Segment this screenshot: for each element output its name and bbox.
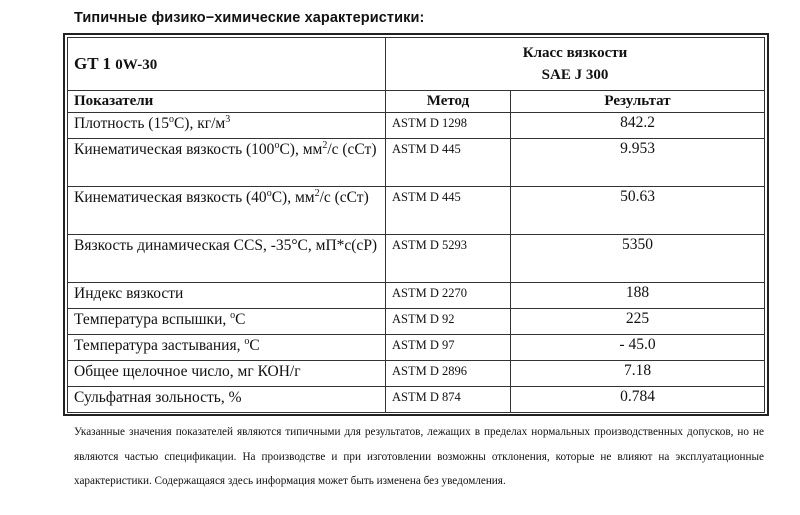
indicator-cell: Общее щелочное число, мг КОН/г [68, 361, 386, 387]
disclaimer-note: Указанные значения показателей являются типичными для результатов, лежащих в пределах нормальных производственных допусков, но не являются частью спецификации. На производстве и при изготовлении возможны отклонения, которые не влияют на эксплуатационные характеристики. Содержащаяся здесь информация может быть изменена без уведомления. [74, 426, 764, 487]
method-cell: ASTM D 445 [386, 187, 511, 235]
product-name-cell [68, 38, 386, 91]
table-row [68, 139, 765, 187]
result-cell: 50.63 [511, 187, 765, 235]
indicator-cell: Кинематическая вязкость (100$^o$C), $мм^2/с$ (сСт) [68, 139, 386, 187]
result-cell: 7.18 [511, 361, 765, 387]
table-row [68, 283, 765, 309]
method-cell: ASTM D 97 [386, 335, 511, 361]
spec-table-frame [63, 33, 769, 416]
table-header-row [68, 38, 765, 91]
method-cell: ASTM D 2896 [386, 361, 511, 387]
result-cell: 5350 [511, 235, 765, 283]
viscosity-class-cell [386, 38, 765, 91]
result-cell: 9.953 [511, 139, 765, 187]
result-cell: 0.784 [511, 387, 765, 413]
table-row [68, 187, 765, 235]
method-cell: ASTM D 2270 [386, 283, 511, 309]
method-cell: ASTM D 874 [386, 387, 511, 413]
product-name: GT 1 [74, 54, 112, 73]
page-title: Типичные физико−химические характеристики: [74, 10, 425, 26]
viscosity-class-label: Класс вязкости [522, 45, 628, 61]
table-row [68, 361, 765, 387]
indicator-cell: Температура вспышки, $^o$C [68, 309, 386, 335]
viscosity-class-value: SAE J 300 [541, 67, 609, 83]
table-row [68, 235, 765, 283]
column-header-result: Результат [511, 91, 765, 113]
indicator-cell: Сульфатная зольность, % [68, 387, 386, 413]
result-cell: - 45.0 [511, 335, 765, 361]
table-row [68, 309, 765, 335]
indicator-cell: Индекс вязкости [68, 283, 386, 309]
product-grade: 0W-30 [115, 57, 158, 73]
spec-table [67, 37, 765, 413]
method-cell: ASTM D 445 [386, 139, 511, 187]
indicator-cell: Плотность (15$^o$C), $кг/м^3$ [68, 113, 386, 139]
method-cell: ASTM D 1298 [386, 113, 511, 139]
result-cell: 225 [511, 309, 765, 335]
indicator-cell: Вязкость динамическая CCS, -35°C, мП*с(сР) [68, 235, 386, 283]
table-row [68, 113, 765, 139]
column-header-row [68, 91, 765, 113]
table-row [68, 335, 765, 361]
result-cell: 842.2 [511, 113, 765, 139]
indicator-cell: Кинематическая вязкость (40$^o$C), $мм^2/с$ (сСт) [68, 187, 386, 235]
column-header-indicator: Показатели [68, 91, 386, 113]
method-cell: ASTM D 5293 [386, 235, 511, 283]
column-header-method: Метод [386, 91, 511, 113]
table-row [68, 387, 765, 413]
result-cell: 188 [511, 283, 765, 309]
method-cell: ASTM D 92 [386, 309, 511, 335]
indicator-cell: Температура застывания, $^o$C [68, 335, 386, 361]
